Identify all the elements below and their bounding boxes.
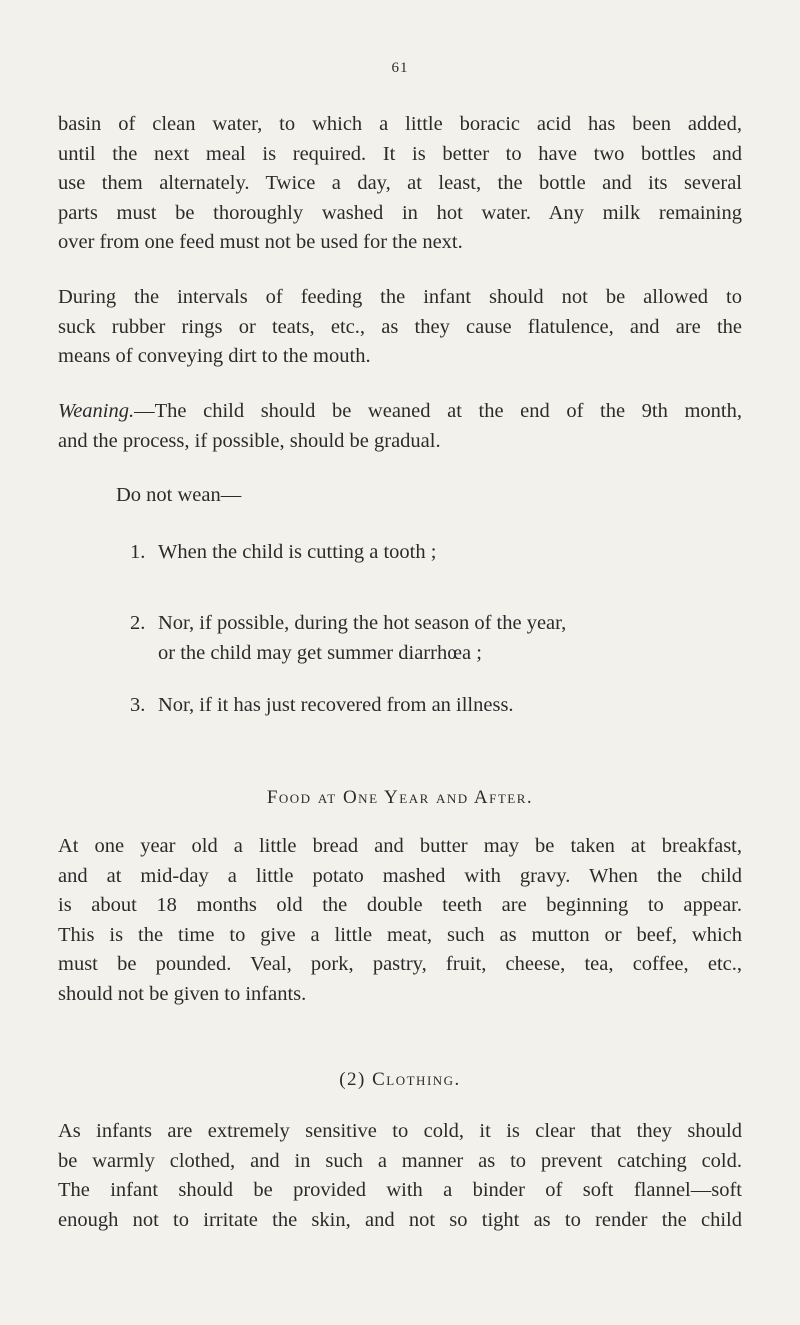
text-line: is about 18 months old the double teeth are beginning to appear. (58, 894, 742, 916)
text-line: suck rubber rings or teats, etc., as they cause flatulence, and are the (58, 315, 742, 338)
paragraph-clothing (58, 1117, 742, 1235)
text-line: The infant should be provided with a binder of soft flannel—soft (58, 1179, 742, 1201)
list-text: Nor, if possible, during the hot season of the year, (158, 612, 567, 634)
weaning-text: —The child should be weaned at the end of the 9th month, (134, 400, 742, 422)
list-text: Nor, if it has just recovered from an illness. (158, 694, 514, 716)
paragraph-food (58, 832, 742, 1009)
text-line: enough not to irritate the skin, and not so tight as to render the child (58, 1208, 742, 1231)
section-heading-food: Food at One Year and After. (266, 787, 534, 808)
list-number: 1. (130, 541, 146, 563)
list-text: When the child is cutting a tooth ; (158, 541, 437, 563)
text-line: During the intervals of feeding the infant should not be allowed to (58, 286, 742, 308)
do-not-wean-intro: Do not wean— (116, 484, 242, 506)
paragraph-bottle-care (58, 110, 742, 258)
list-item (130, 609, 742, 668)
text-line: As infants are extremely sensitive to cold, it is clear that they should (58, 1120, 742, 1142)
text-line: basin of clean water, to which a little boracic acid has been added, (58, 113, 742, 135)
text-line: over from one feed must not be used for the next. (58, 231, 463, 253)
list-item (130, 691, 742, 721)
text-line: be warmly clothed, and in such a manner as to prevent catching cold. (58, 1149, 742, 1172)
weaning-title: Weaning. (58, 400, 135, 422)
text-line: This is the time to give a little meat, such as mutton or beef, which (58, 923, 742, 946)
section-heading-clothing: (2) Clothing. (339, 1069, 461, 1090)
text-line: means of conveying dirt to the mouth. (58, 345, 371, 367)
paragraph-feeding-intervals (58, 283, 742, 372)
text-line (58, 397, 742, 427)
list-number: 3. (130, 694, 146, 716)
text-line: and at mid-day a little potato mashed with gravy. When the child (58, 864, 742, 887)
list-item (130, 538, 742, 568)
paragraph-weaning (58, 397, 742, 456)
text-line: parts must be thoroughly washed in hot water. Any milk remaining (58, 201, 742, 224)
text-line: At one year old a little bread and butter may be taken at breakfast, (58, 835, 742, 857)
list-number: 2. (130, 612, 146, 634)
text-line: should not be given to infants. (58, 982, 307, 1005)
text-line: until the next meal is required. It is better to have two bottles and (58, 142, 742, 165)
page-number: 61 (391, 60, 409, 76)
text-line: must be pounded. Veal, pork, pastry, fruit, cheese, tea, coffee, etc., (58, 953, 742, 975)
list-text-continuation: or the child may get summer diarrhœa ; (158, 641, 482, 664)
text-line: and the process, if possible, should be gradual. (58, 429, 441, 452)
text-line: use them alternately. Twice a day, at least, the bottle and its several (58, 172, 742, 194)
